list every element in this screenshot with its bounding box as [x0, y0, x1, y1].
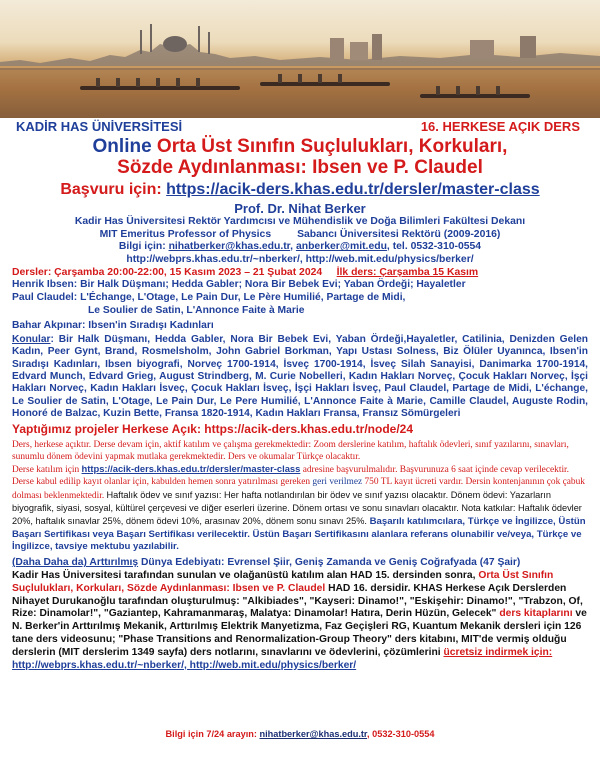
notes-p2d: 750 TL kayıt ücreti vardır. Dersin kontenjanının çok çabuk dolması beklenmektedir. — [12, 477, 585, 501]
footer-label: Bilgi için 7/24 arayın: — [165, 729, 260, 739]
projects-line[interactable]: Yaptığımız projeler Herkese Açık: https://acik-ders.khas.edu.tr/node/24 — [12, 421, 414, 436]
apply-line — [12, 180, 588, 200]
professor-title: Kadir Has Üniversitesi Rektör Yardımcısı ve Mühendislik ve Doğa Bilimleri Fakültesi Dekanı — [74, 216, 526, 227]
notes-p2c: geri verilmez — [312, 477, 363, 488]
contact-line — [12, 241, 588, 254]
email-mit-link[interactable]: anberker@mit.edu — [295, 241, 387, 253]
footer-email-link[interactable]: nihatberker@khas.edu.tr — [259, 729, 368, 739]
notes-p2f: Başarılı katılımcılara, Türkçe ve İngilizce, Üstün Başarı Sertifikası veya Başarı Sertifikası verilecektir. Üstün Başarı Sertifikasını alanlara referans olunabilir ve/veya, Türkçe ve İngilizce, tavsiye mektubu yazılabilir. — [12, 516, 586, 552]
notes-p2e: Haftalık ödev ve sınıf yazısı: Her hafta notlandırılan bir ödev ve sınıf yazısı olacaktır. Dönem ödevi: Yazarların biyografik, siyasi, sosyal, kültürel çerçevesi ve diğer eserleri üzerine. Dönem ortası ve sonu sınavları olacaktır. Nota katkılar: Haftalık ödevler 20%, haftalık sınavlar 25%, dönem ödevi 10%, arasınav 20%, dönem sonu sınavı 25%. — [12, 489, 582, 527]
had-h2a: Kadir Has Üniversitesi tarafından sunulan ve olağanüstü katılım alan HAD 15. dersinden sonra, — [12, 570, 479, 582]
info-label: Bilgi için: — [118, 241, 169, 253]
header-row — [12, 119, 588, 134]
topics-label: Konular — [12, 333, 51, 345]
footer-contact — [0, 729, 600, 739]
plays-akpinar: Bahar Akpınar: Ibsen'in Sıradışı Kadınları — [12, 320, 214, 332]
first-lesson-label: İlk ders: — [336, 267, 377, 279]
course-notes — [12, 439, 588, 554]
footer-phone: , 0532-310-0554 — [367, 729, 435, 739]
plays-ibsen: Henrik Ibsen: Bir Halk Düşmanı; Hedda Gabler; Nora Bir Bebek Evi; Yaban Ördeği; Hayaletler — [12, 279, 466, 291]
had-h2e: ve N. Berker'in Arttırılmış Mekanik, Arttırılmış Elektrik Manyetizma, Faz Geçişleri RG, Kuantum Mekanik dersleri için 126 tane ders videosunu; "Phase Transitions and Renormalization-Group Theory" ders kitabını, MIT'de vermiş olduğu derslerin (MIT derslerim 1349 sayfa) ders notlarını, sınavlarını ve ödevlerini, çözümlerini — [12, 608, 587, 658]
dates-text: Dersler: Çarşamba 20:00-22:00, 15 Kasım 2023 – 21 Şubat 2024 — [12, 267, 323, 279]
had-h2b: Orta Üst Sınıfın Suçlulukları, Korkuları, Sözde Aydınlanması: Ibsen ve P. Claudel — [12, 570, 554, 594]
email-sep: , — [290, 241, 296, 253]
professor-name: Prof. Dr. Nihat Berker — [234, 201, 366, 216]
dates-line — [12, 266, 588, 279]
had-h2d: ders kitaplarını — [499, 608, 573, 620]
course-number: 16. HERKESE AÇIK DERS — [420, 119, 580, 134]
university-name: KADİR HAS ÜNİVERSİTESİ — [16, 119, 183, 134]
apply-link[interactable]: https://acik-ders.khas.edu.tr/dersler/master-class — [166, 181, 540, 198]
phone: , tel. 0532-310-0554 — [386, 241, 482, 253]
professor-urls[interactable]: http://webprs.khas.edu.tr/~nberker/, http://web.mit.edu/physics/berker/ — [126, 253, 474, 265]
topics-paragraph — [12, 334, 588, 421]
had-h2c: HAD 16. dersidir. KHAS Herkese Açık Derslerden Nihayet Durukanoğlu tarafından oluşturulmuş: "Alkibiades", "Kayseri: Dinamo!", "Eskişehir: Dinamo!", "Trabzon, Of, Rize: Dinamolar!", "Gaziantep, Kahramanmaraş, Malatya: Dinamolar! Hatıra, Derin Hüzün, Gelecek" — [12, 582, 583, 620]
title-online: Online — [92, 136, 152, 157]
had-h1b: Dünya Edebiyatı: Evrensel Şiir, Geniş Zamanda ve Geniş Coğrafyada (47 Şair) — [138, 557, 521, 569]
notes-p2b: adresine başvurulmalıdır. Başvurunuza 6 saat içinde cevap verilecektir. Derse kabul edilip kayıt olanlar için, kabulden hemen sonra yatırılması gereken — [12, 465, 570, 488]
had-h2f: ücretsiz indirmek için: — [443, 646, 553, 658]
course-title — [12, 136, 588, 178]
sabanci-title: Sabancı Üniversitesi Rektörü (2009-2016) — [297, 228, 501, 240]
mit-title: MIT Emeritus Professor of Physics — [99, 228, 272, 240]
email-khas-link[interactable]: nihatberker@khas.edu.tr — [168, 241, 291, 253]
first-lesson-date: Çarşamba 15 Kasım — [376, 267, 479, 279]
topics-text: : Bir Halk Düşmanı, Hedda Gabler, Nora Bir Bebek Evi, Yaban Ördeği,Hayaletler, Catilinia, Denizden Gelen Kadın, Peer Gynt, Brand, Rosmelsholm, John Gabriel Borkman, Yapı Ustası Solness, Biz Ölüler Uyanınca, Ibsen'in Sıradışı Kadınları, Ibsen biyografi, Norveç 1700-1914, İsveç 1700-1914, İsveç Silah Sanayisi, Danimarka 1700-1914, Edvard Munch, Edvard Grieg, August Strindberg, M. Curie Nobelleri, Kadın Hakları Norveç, Çocuk Hakları Norveç, İşçi Hakları Norveç, Kadın Hakları İsveç, Çocuk Hakları İsveç, İşçi Hakları İsveç, Paul Claudel, Partage de Midi, L'échange, Le Soulier de Satin, L'Otage, Le Pain Dur, Le Pere Humilié, L'Annonce Faite à Marie, Camille Claudel, Auguste Rodin, Honoré de Balzac, Kuzin Bette, Fransa 1820-1914, Kadın Hakları Fransa, Fransız Sömürgeleri — [12, 333, 588, 420]
announcement-body — [12, 118, 588, 672]
title-line2: Sözde Aydınlanması: Ibsen ve P. Claudel — [117, 157, 483, 178]
notes-p1: Ders, herkese açıktır. Derse devam için, aktif katılım ve çalışma gerekmektedir: Zoom derslerine katılım, haftalık ödevleri, sınıf yazılarını, sınavları, sunumlu dönem ödevini yapmak mutlaka gerekmektedir. Ders ve okumalar Türkçe olacaktır. — [12, 439, 569, 462]
header-banner-photo — [0, 0, 600, 118]
had-h1a: (Daha Daha da) Arttırılmış — [12, 557, 139, 569]
had-section — [12, 557, 588, 672]
apply-label: Başvuru için: — [60, 181, 167, 198]
istanbul-skyline-photo — [0, 0, 600, 118]
professor-title-2 — [12, 229, 588, 242]
plays-claudel-1: Paul Claudel: L'Échange, L'Otage, Le Pain Dur, Le Père Humilié, Partage de Midi, — [12, 291, 406, 303]
had-urls-link[interactable]: http://webprs.khas.edu.tr/~nberker/, http://web.mit.edu/physics/berker/ — [12, 659, 357, 671]
plays-claudel-2: Le Soulier de Satin, L'Annonce Faite à Marie — [88, 304, 305, 316]
title-line1: Orta Üst Sınıfın Suçlulukları, Korkuları, — [151, 136, 508, 157]
notes-p2a: Derse katılım için — [12, 465, 82, 476]
notes-apply-link[interactable]: https://acik-ders.khas.edu.tr/dersler/master-class — [81, 463, 301, 475]
